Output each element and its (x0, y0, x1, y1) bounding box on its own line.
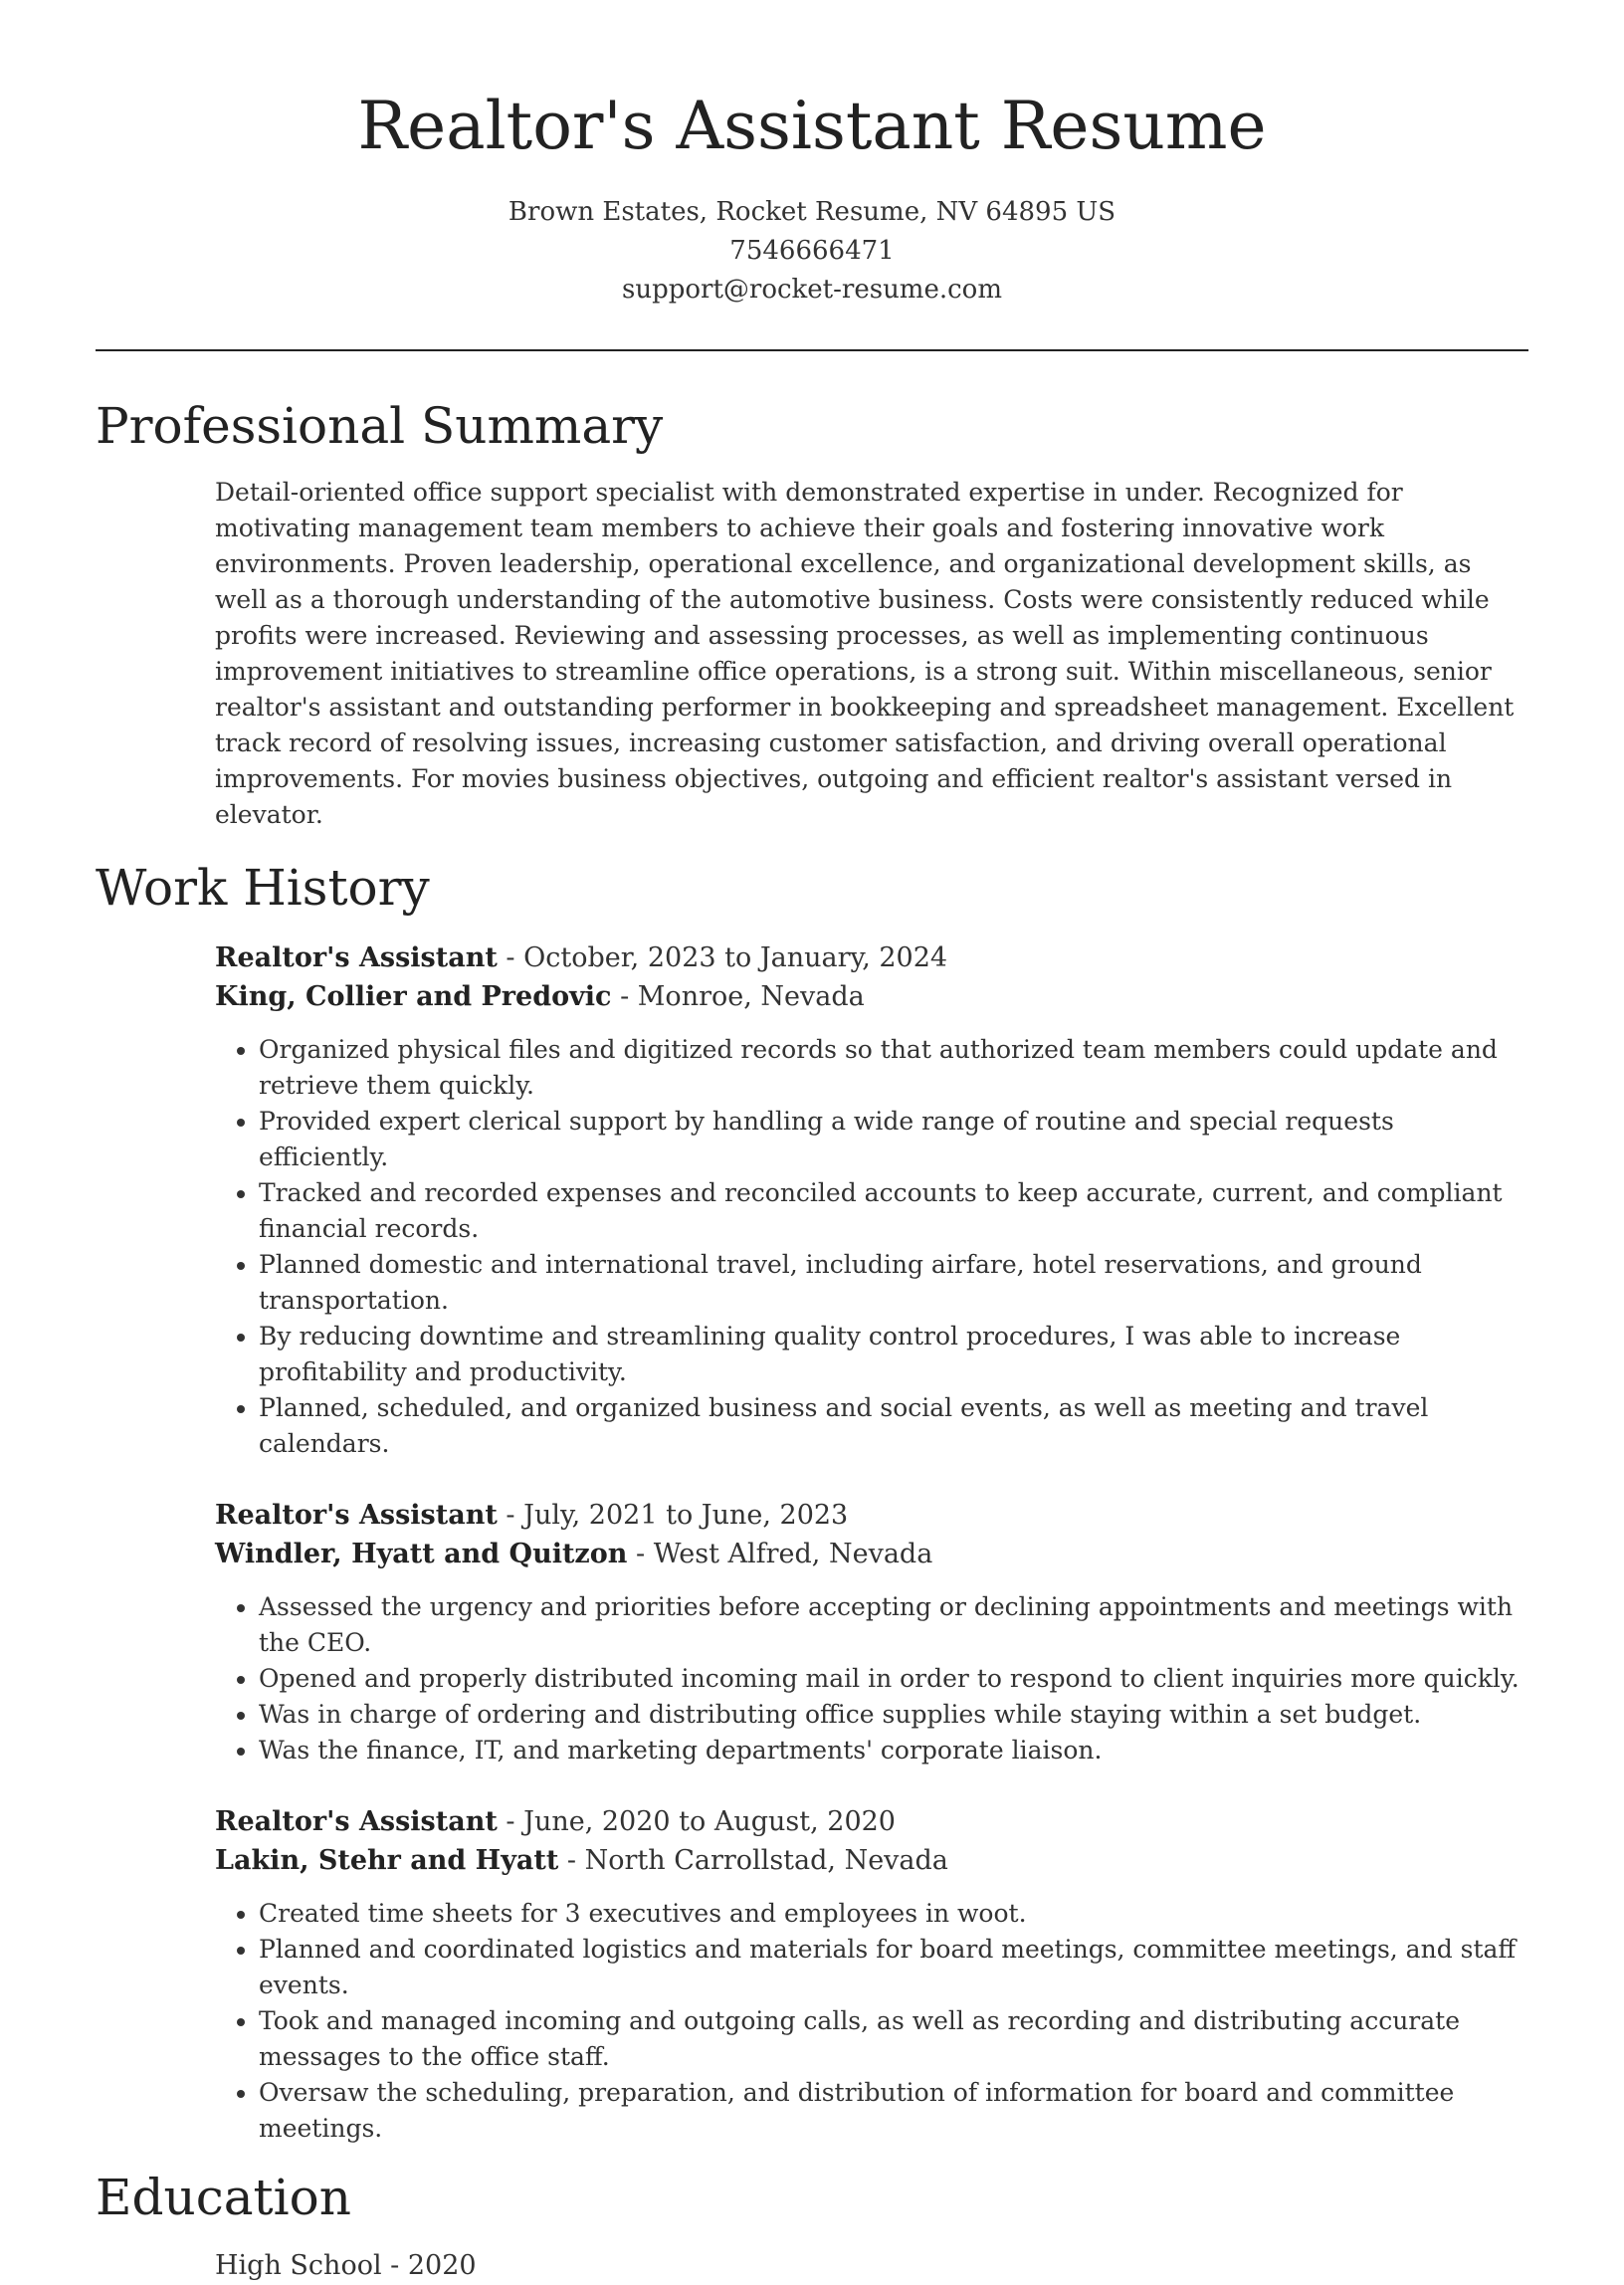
job-dates: - October, 2023 to January, 2024 (497, 942, 948, 973)
professional-summary-section (96, 395, 1528, 833)
job-entry (215, 1496, 1528, 1768)
job-bullet: • Was in charge of ordering and distributing office supplies while staying within a set budget. (259, 1697, 1528, 1733)
section-title-education: Education (96, 2169, 351, 2226)
job-company: King, Collier and Predovic (215, 981, 612, 1012)
contact-address: Brown Estates, Rocket Resume, NV 64895 US (508, 197, 1116, 227)
job-bullet: • Created time sheets for 3 executives and employees in woot. (259, 1896, 1528, 1932)
job-entry (215, 938, 1528, 1462)
resume-header (96, 0, 1528, 310)
job-bullet: • Was the finance, IT, and marketing departments' corporate liaison. (259, 1733, 1528, 1768)
job-bullet: • By reducing downtime and streamlining quality control procedures, I was able to increase profitability and productivity. (259, 1319, 1528, 1390)
contact-block (96, 193, 1528, 310)
education-section (96, 2167, 1528, 2285)
job-bullets (215, 1896, 1528, 2147)
job-bullet: • Oversaw the scheduling, preparation, and distribution of information for board and committee meetings. (259, 2075, 1528, 2147)
education-year: - 2020 (381, 2250, 477, 2281)
contact-email: support@rocket-resume.com (621, 275, 1002, 305)
job-bullet: • Assessed the urgency and priorities before accepting or declining appointments and meetings with the CEO. (259, 1589, 1528, 1661)
job-company-line (215, 1841, 1528, 1880)
resume-title: Realtor's Assistant Resume (357, 88, 1267, 164)
job-position: Realtor's Assistant (215, 942, 498, 973)
job-bullet: • Planned domestic and international travel, including airfare, hotel reservations, and ground transportation. (259, 1247, 1528, 1319)
job-bullet: • Planned and coordinated logistics and materials for board meetings, committee meetings, and staff events. (259, 1932, 1528, 2003)
job-location: - North Carrollstad, Nevada (558, 1845, 948, 1876)
job-location: - West Alfred, Nevada (627, 1539, 933, 1569)
header-divider (96, 349, 1528, 351)
job-company: Lakin, Stehr and Hyatt (215, 1845, 559, 1876)
job-list (96, 938, 1528, 2147)
job-company: Windler, Hyatt and Quitzon (215, 1539, 628, 1569)
job-title-line (215, 1496, 1528, 1535)
job-bullet: • Provided expert clerical support by handling a wide range of routine and special requests efficiently. (259, 1104, 1528, 1175)
summary-text: Detail-oriented office support specialist with demonstrated expertise in under. Recognized for motivating management team members to achieve their goals and fostering innovative work environments. Proven leadership, operational excellence, and organizational development skills, as well as a thorough understanding of the automotive business. Costs were consistently reduced while profits were increased. Reviewing and assessing processes, as well as implementing continuous improvement initiatives to streamline office operations, is a strong suit. Within miscellaneous, senior realtor's assistant and outstanding performer in bookkeeping and spreadsheet management. Excellent track record of resolving issues, increasing customer satisfaction, and driving overall operational improvements. For movies business objectives, outgoing and efficient realtor's assistant versed in elevator. (215, 478, 1515, 829)
work-history-section (96, 857, 1528, 2147)
education-degree: High School (215, 2250, 382, 2281)
contact-phone: 7546666471 (729, 236, 895, 266)
job-bullets (215, 1032, 1528, 1462)
job-position: Realtor's Assistant (215, 1500, 498, 1531)
job-bullet: • Tracked and recorded expenses and reconciled accounts to keep accurate, current, and compliant financial records. (259, 1175, 1528, 1247)
job-bullets (215, 1589, 1528, 1768)
job-bullet: • Organized physical files and digitized records so that authorized team members could update and retrieve them quickly. (259, 1032, 1528, 1104)
job-bullet: • Opened and properly distributed incoming mail in order to respond to client inquiries more quickly. (259, 1661, 1528, 1697)
job-location: - Monroe, Nevada (611, 981, 865, 1012)
job-title-line (215, 938, 1528, 977)
education-entry (96, 2246, 1528, 2285)
job-company-line (215, 1535, 1528, 1573)
section-title-work: Work History (96, 859, 430, 917)
job-bullet: • Took and managed incoming and outgoing calls, as well as recording and distributing accurate messages to the office staff. (259, 2003, 1528, 2075)
job-dates: - June, 2020 to August, 2020 (497, 1806, 896, 1837)
job-position: Realtor's Assistant (215, 1806, 498, 1837)
job-company-line (215, 977, 1528, 1016)
section-title-summary: Professional Summary (96, 397, 664, 455)
job-entry (215, 1802, 1528, 2147)
job-bullet: • Planned, scheduled, and organized business and social events, as well as meeting and travel calendars. (259, 1390, 1528, 1462)
job-dates: - July, 2021 to June, 2023 (497, 1500, 849, 1531)
job-title-line (215, 1802, 1528, 1841)
